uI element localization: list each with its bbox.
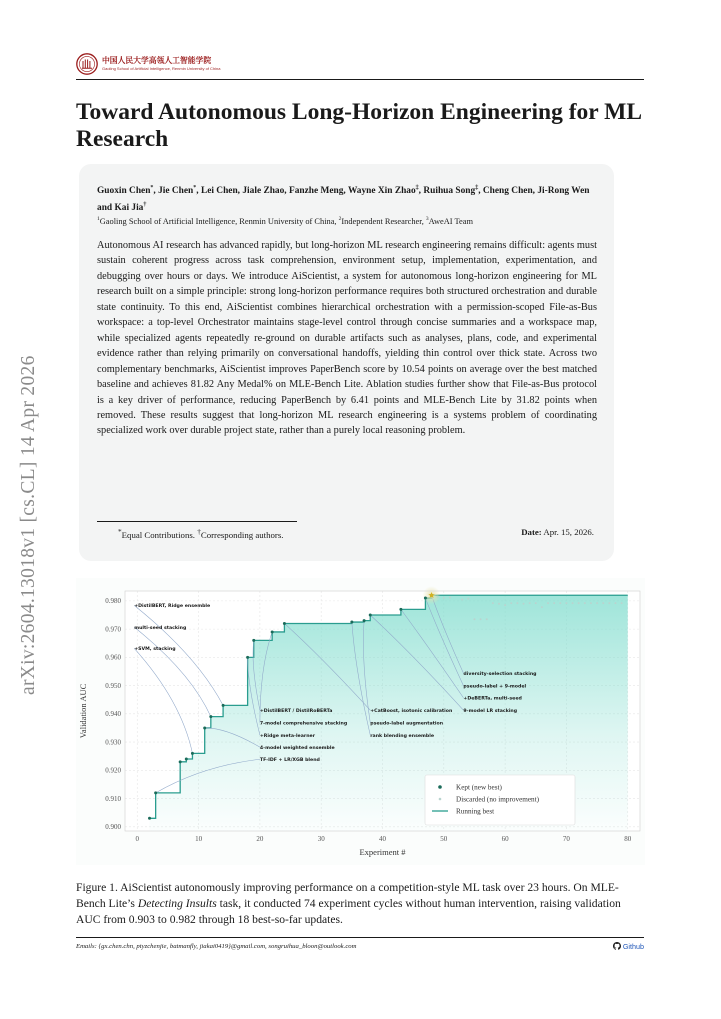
paper-title: Toward Autonomous Long-Horizon Engineering for ML Research [76, 99, 641, 152]
institution-logo [76, 53, 221, 75]
auc-progress-chart [76, 578, 645, 865]
kept-point [185, 758, 188, 761]
kept-point [179, 760, 182, 763]
author-name: Wayne Xin Zhao [347, 186, 416, 197]
y-tick-label: 0.960 [105, 653, 121, 662]
kept-point [424, 597, 427, 600]
discarded-point [529, 602, 531, 604]
annotation-label: TF-IDF + LR/XGB blend [259, 758, 320, 764]
discarded-point [443, 597, 445, 599]
author-name: Jiale Zhao [242, 186, 285, 197]
kept-point [271, 630, 274, 633]
affiliation-item: Independent Researcher, [341, 216, 426, 226]
y-axis-title: Validation AUC [78, 683, 88, 739]
discarded-point [565, 602, 567, 604]
footnote-divider [97, 521, 297, 522]
author-list: Guoxin Chen*, Jie Chen*, Lei Chen, Jiale Zhao, Fanzhe Meng, Wayne Xin Zhao‡, Ruihua Song‡, Cheng Chen, Ji-Rong Wen and Kai Jia† [97, 185, 590, 214]
annotation-label: pseudo-label + 9-model [463, 684, 527, 690]
y-tick-label: 0.910 [105, 794, 121, 803]
x-tick-label: 10 [195, 835, 203, 843]
author-name: Jie Chen [158, 186, 194, 197]
legend-label-kept: Kept (new best) [456, 783, 502, 792]
discarded-point [486, 618, 488, 620]
header-divider [76, 79, 644, 80]
discarded-point [596, 602, 598, 604]
affiliations: $^1$Gaoling School of Artificial Intelligence, Renmin University of China, $^2$Independent Researcher, $^3$AweAI Team [97, 216, 473, 226]
kept-point [246, 656, 249, 659]
discarded-point [553, 602, 555, 604]
publication-date: Date: Apr. 15, 2026. [521, 527, 594, 537]
legend-label-running: Running best [456, 807, 495, 816]
affiliation-item: Gaoling School of Artificial Intelligence, Renmin University of China, [99, 216, 339, 226]
annotation-label: +DistilBERT / DistilRoBERTa [259, 708, 333, 714]
y-tick-label: 0.950 [105, 681, 121, 690]
x-tick-label: 70 [562, 835, 570, 843]
discarded-point [578, 602, 580, 604]
annotation-label: 7-model comprehensive stacking [259, 721, 348, 727]
annotation-label: +CatBoost, isotonic calibration [370, 708, 453, 714]
kept-point [283, 622, 286, 625]
discarded-point [535, 602, 537, 604]
kept-point [209, 715, 212, 718]
discarded-point [602, 602, 604, 604]
arxiv-identifier: arXiv:2604.13018v1 [cs.CL] 14 Apr 2026 [18, 355, 39, 695]
annotation-label: pseudo-label augmentation [370, 721, 444, 727]
x-tick-label: 80 [624, 835, 632, 843]
y-tick-label: 0.920 [105, 766, 121, 775]
discarded-point [559, 602, 561, 604]
x-tick-label: 40 [379, 835, 386, 843]
abstract-text: Autonomous AI research has advanced rapidly, but long-horizon ML research engineering remains difficult: agents must sustain coherent progress across task comprehension, environment setup, implementation, experimentation, and debugging over hours or days. We introduce AiScientist, a system for autonomous long-horizon engineering for ML research built on a simple principle: strong long-horizon performance requires both structured orchestration and durable state continuity. To this end, AiScientist combines hierarchical orchestration with a permission-scoped File-as-Bus workspace: a top-level Orchestrator maintains stage-level control through concise summaries and a workspace map, while specialized agents repeatedly re-ground on durable artifacts such as analyses, plans, code, and experimental evidence rather than relying primarily on conversational handoffs, yielding thin control over thick state. Across two complementary benchmarks, AiScientist improves PaperBench score by 10.54 points on average over the best matched baseline and achieves 81.82 Any Medal% on MLE-Bench Lite. Ablation studies further show that File-as-Bus protocol is a key driver of performance, reducing PaperBench by 6.41 points and MLE-Bench Lite by 31.82 points when removed. These results suggest that long-horizon ML research engineering is a systems problem of coordinating specialized work over durable project state, rather than a purely local reasoning problem. [97, 240, 597, 437]
kept-point [191, 752, 194, 755]
kept-point [363, 619, 366, 622]
discarded-point [541, 606, 543, 608]
discarded-point [449, 596, 451, 598]
x-axis-title: Experiment # [359, 847, 406, 857]
annotation-label: +DeBERTa, multi-seed [463, 696, 522, 702]
discarded-point [590, 602, 592, 604]
discarded-point [621, 602, 623, 604]
kept-point [350, 621, 353, 624]
kept-point [252, 639, 255, 642]
discarded-point [614, 602, 616, 604]
github-icon [613, 942, 621, 950]
logo-english-name: Gaoling School of Artificial Intelligence, Renmin University of China [102, 65, 221, 71]
y-tick-label: 0.970 [105, 625, 121, 634]
discarded-point [523, 603, 525, 605]
discarded-point [572, 602, 574, 604]
annotation-label: +SVM, stacking [134, 647, 176, 653]
y-tick-label: 0.940 [105, 710, 121, 719]
discarded-point [547, 602, 549, 604]
legend-label-discarded: Discarded (no improvement) [456, 795, 540, 804]
author-name: Fanzhe Meng [288, 186, 344, 197]
annotation-label: 9-model LR stacking [463, 708, 518, 714]
discarded-point [608, 602, 610, 604]
x-tick-label: 30 [317, 835, 325, 843]
author-name: Lei Chen [200, 186, 238, 197]
affiliation-item: AweAI Team [428, 216, 473, 226]
author-emails: Emails: {gx.chen.chn, ptyzchenjie, batmanfly, jiakai0419}@gmail.com, songruihua_bloon@outlook.com [76, 943, 357, 950]
discarded-point [461, 598, 463, 600]
legend-kept-marker [438, 785, 442, 789]
kept-point [154, 791, 157, 794]
university-seal-icon [76, 53, 98, 75]
annotation-label: 4-model weighted ensemble [259, 745, 335, 751]
kept-point [148, 817, 151, 820]
discarded-point [467, 598, 469, 600]
author-name: Ji-Rong Wen and Kai Jia [97, 186, 590, 214]
discarded-point [492, 602, 494, 604]
kept-point [369, 614, 372, 617]
discarded-point [510, 602, 512, 604]
y-tick-label: 0.930 [105, 738, 121, 747]
annotation-label: rank blending ensemble [370, 733, 435, 739]
discarded-point [473, 618, 475, 620]
kept-point [399, 608, 402, 611]
x-tick-label: 60 [501, 835, 509, 843]
x-tick-label: 0 [135, 835, 140, 843]
author-name: Ruihua Song [423, 186, 476, 197]
kept-point [203, 726, 206, 729]
discarded-point [498, 603, 500, 605]
discarded-point [504, 604, 506, 606]
legend-discarded-marker [439, 798, 442, 801]
contribution-footnote: *Equal Contributions. †Corresponding authors. [118, 527, 284, 540]
figure-caption: Figure 1. AiScientist autonomously improving performance on a competition-style ML task over 23 hours. On MLE-Bench Lite’s Detecting Insults task, it conducted 74 experiment cycles without human intervention, raising validation AUC from 0.903 to 0.982 through 18 best-so-far updates. [76, 881, 621, 926]
discarded-point [516, 602, 518, 604]
x-tick-label: 20 [256, 835, 264, 843]
annotation-label: +Ridge meta-learner [259, 733, 316, 739]
discarded-point [437, 596, 439, 598]
discarded-point [480, 618, 482, 620]
x-tick-label: 50 [440, 835, 448, 843]
kept-point [222, 704, 225, 707]
logo-chinese-name: 中国人民大学高瓴人工智能学院 [102, 56, 212, 66]
author-name: Cheng Chen [482, 186, 533, 197]
y-tick-label: 0.900 [105, 823, 121, 832]
github-link[interactable]: Github [596, 942, 644, 951]
y-tick-label: 0.980 [105, 597, 121, 606]
annotation-label: +DistilBERT, Ridge ensemble [134, 604, 211, 610]
annotation-label: diversity-selection stacking [463, 671, 537, 677]
author-name: Guoxin Chen [97, 186, 151, 197]
footer-divider [76, 937, 644, 938]
discarded-point [584, 602, 586, 604]
annotation-label: multi-seed stacking [134, 625, 187, 631]
